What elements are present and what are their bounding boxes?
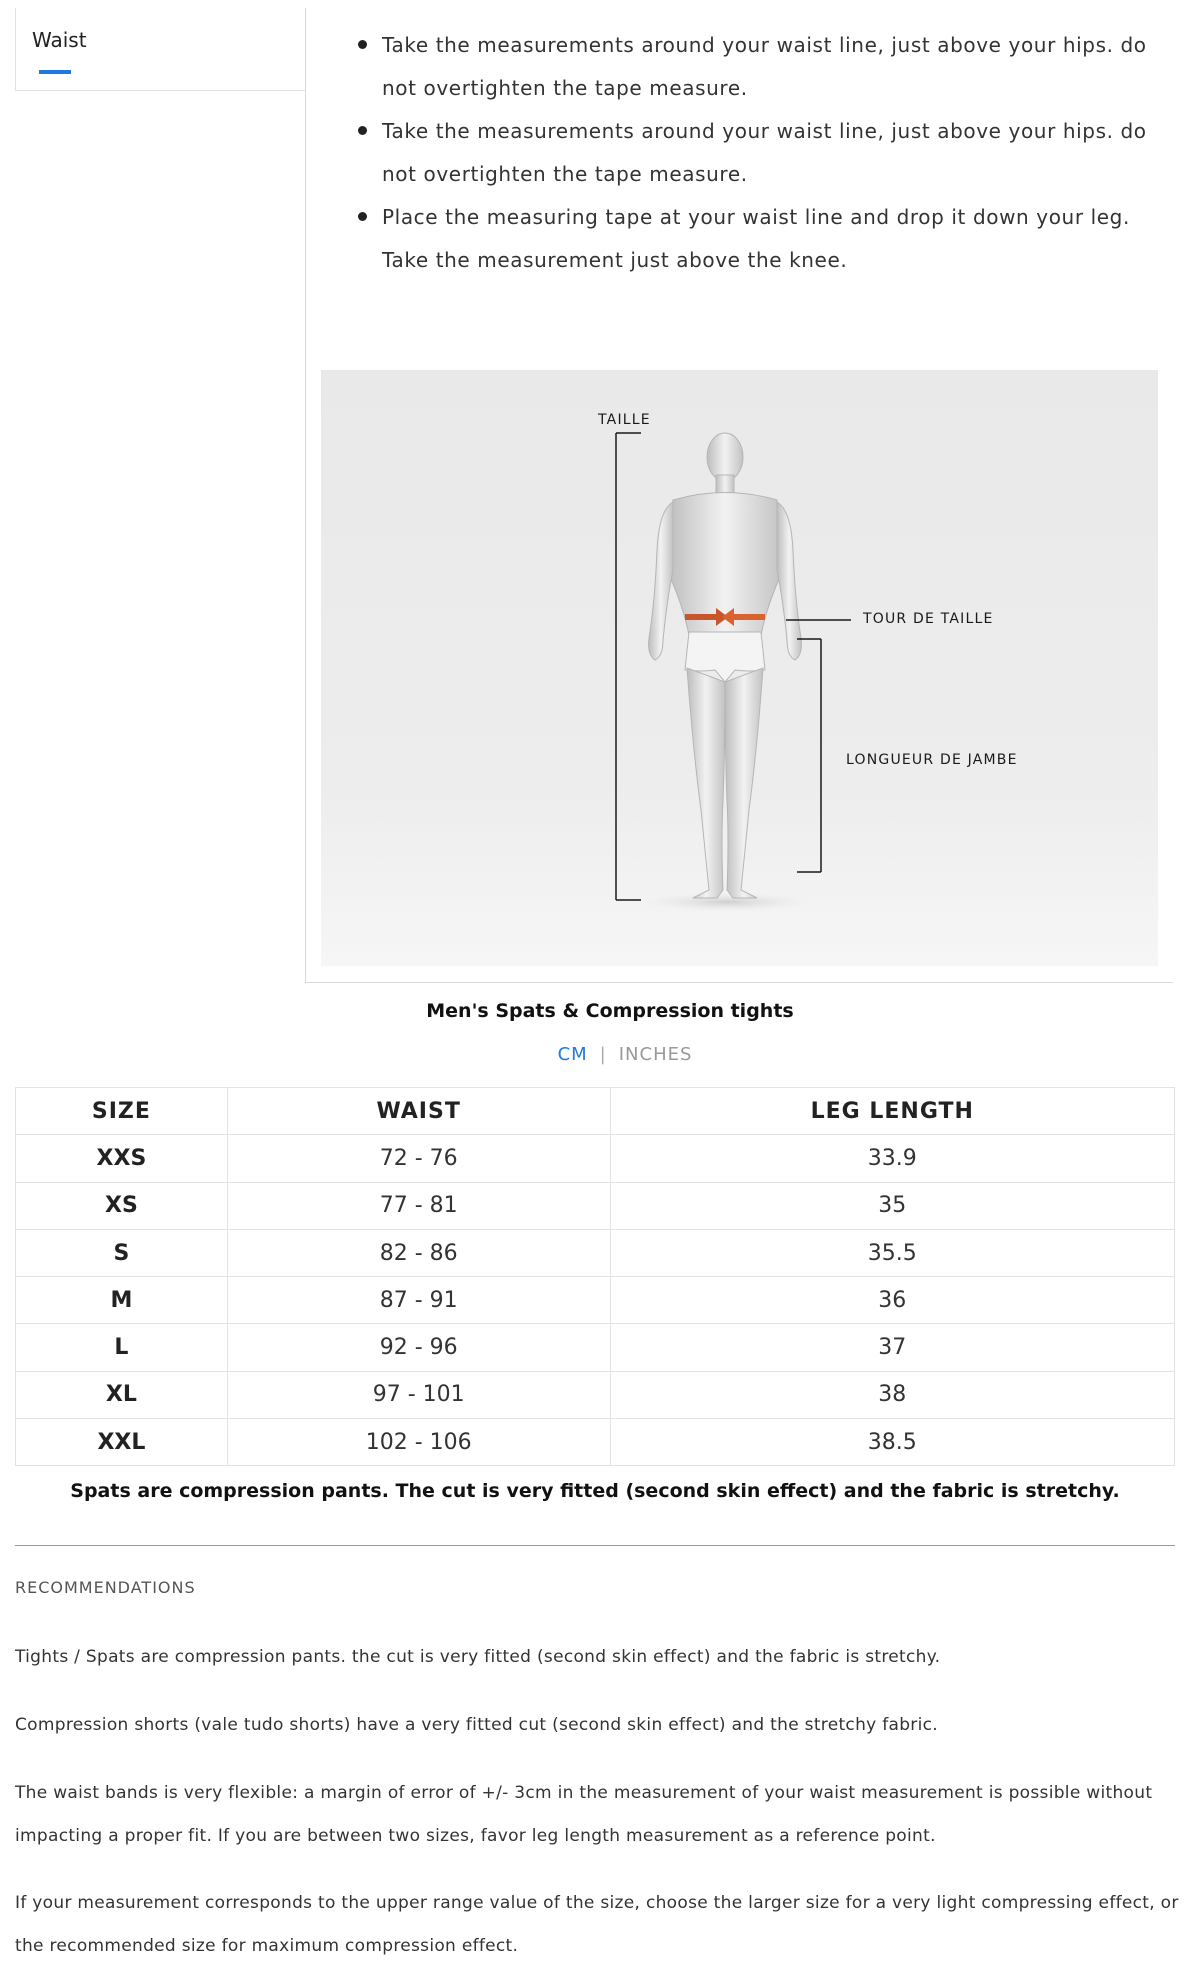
waist-cell: 87 - 91 — [227, 1277, 610, 1324]
table-row — [16, 1324, 1175, 1371]
label-height: TAILLE — [598, 412, 651, 428]
size-cell: XXL — [16, 1419, 228, 1466]
size-cell: XS — [16, 1182, 228, 1229]
leg-length-cell: 36 — [610, 1277, 1175, 1324]
unit-cm-button[interactable]: CM — [557, 1044, 588, 1065]
recommendation-paragraph: Tights / Spats are compression pants. the cut is very fitted (second skin effect) and the fabric is stretchy. — [15, 1647, 941, 1667]
size-cell: XL — [16, 1371, 228, 1418]
instruction-item: Place the measuring tape at your waist line and drop it down your leg. Take the measurement just above the knee. — [352, 196, 1162, 282]
measurement-figure — [321, 370, 1158, 966]
size-cell: L — [16, 1324, 228, 1371]
waist-cell: 72 - 76 — [227, 1135, 610, 1182]
tab-waist[interactable] — [15, 8, 305, 91]
leg-length-cell: 38.5 — [610, 1419, 1175, 1466]
mannequin-illustration — [321, 370, 1158, 966]
unit-separator: | — [599, 1044, 607, 1065]
unit-toggle — [305, 1044, 945, 1065]
column-header-size: SIZE — [16, 1088, 228, 1135]
waist-cell: 92 - 96 — [227, 1324, 610, 1371]
table-row — [16, 1419, 1175, 1466]
leg-measure-line — [797, 639, 821, 872]
recommendations-title: RECOMMENDATIONS — [15, 1578, 196, 1597]
recommendation-paragraph: The waist bands is very flexible: a margin of error of +/- 3cm in the measurement of your waist measurement is possible without impacting a proper fit. If you are between two sizes, favor leg length measurement as a reference point. — [15, 1783, 1153, 1846]
table-row — [16, 1371, 1175, 1418]
size-cell: XXS — [16, 1135, 228, 1182]
tab-active-indicator — [39, 70, 71, 74]
table-row — [16, 1277, 1175, 1324]
waist-cell: 82 - 86 — [227, 1229, 610, 1276]
height-measure-line — [616, 433, 641, 900]
instruction-item: Take the measurements around your waist line, just above your hips. do not overtighten the tape measure. — [352, 24, 1162, 110]
leg-length-cell: 38 — [610, 1371, 1175, 1418]
size-table — [15, 1087, 1175, 1466]
table-row — [16, 1135, 1175, 1182]
table-row — [16, 1229, 1175, 1276]
unit-inches-button[interactable]: INCHES — [618, 1044, 693, 1065]
leg-length-cell: 37 — [610, 1324, 1175, 1371]
size-table-title: Men's Spats & Compression tights — [426, 1000, 794, 1022]
leg-length-cell: 33.9 — [610, 1135, 1175, 1182]
leg-length-cell: 35.5 — [610, 1229, 1175, 1276]
waist-cell: 102 - 106 — [227, 1419, 610, 1466]
table-row — [16, 1182, 1175, 1229]
tab-waist-label: Waist — [32, 28, 87, 52]
instruction-item: Take the measurements around your waist line, just above your hips. do not overtighten the tape measure. — [352, 110, 1162, 196]
measurement-instructions — [352, 24, 1162, 282]
column-header-leg-length: LEG LENGTH — [610, 1088, 1175, 1135]
section-divider — [15, 1545, 1175, 1546]
column-header-waist: WAIST — [227, 1088, 610, 1135]
label-leg: LONGUEUR DE JAMBE — [846, 752, 1018, 768]
table-note: Spats are compression pants. The cut is very fitted (second skin effect) and the fabric is stretchy. — [70, 1480, 1120, 1502]
waist-cell: 77 - 81 — [227, 1182, 610, 1229]
leg-length-cell: 35 — [610, 1182, 1175, 1229]
mannequin-icon — [649, 433, 802, 898]
table-header-row — [16, 1088, 1175, 1135]
size-cell: S — [16, 1229, 228, 1276]
size-cell: M — [16, 1277, 228, 1324]
recommendation-paragraph: If your measurement corresponds to the upper range value of the size, choose the larger size for a very light compressing effect, or the recommended size for maximum compression effect. — [15, 1893, 1179, 1956]
waist-cell: 97 - 101 — [227, 1371, 610, 1418]
label-waist: TOUR DE TAILLE — [863, 611, 994, 627]
recommendation-paragraph: Compression shorts (vale tudo shorts) have a very fitted cut (second skin effect) and the stretchy fabric. — [15, 1715, 938, 1735]
